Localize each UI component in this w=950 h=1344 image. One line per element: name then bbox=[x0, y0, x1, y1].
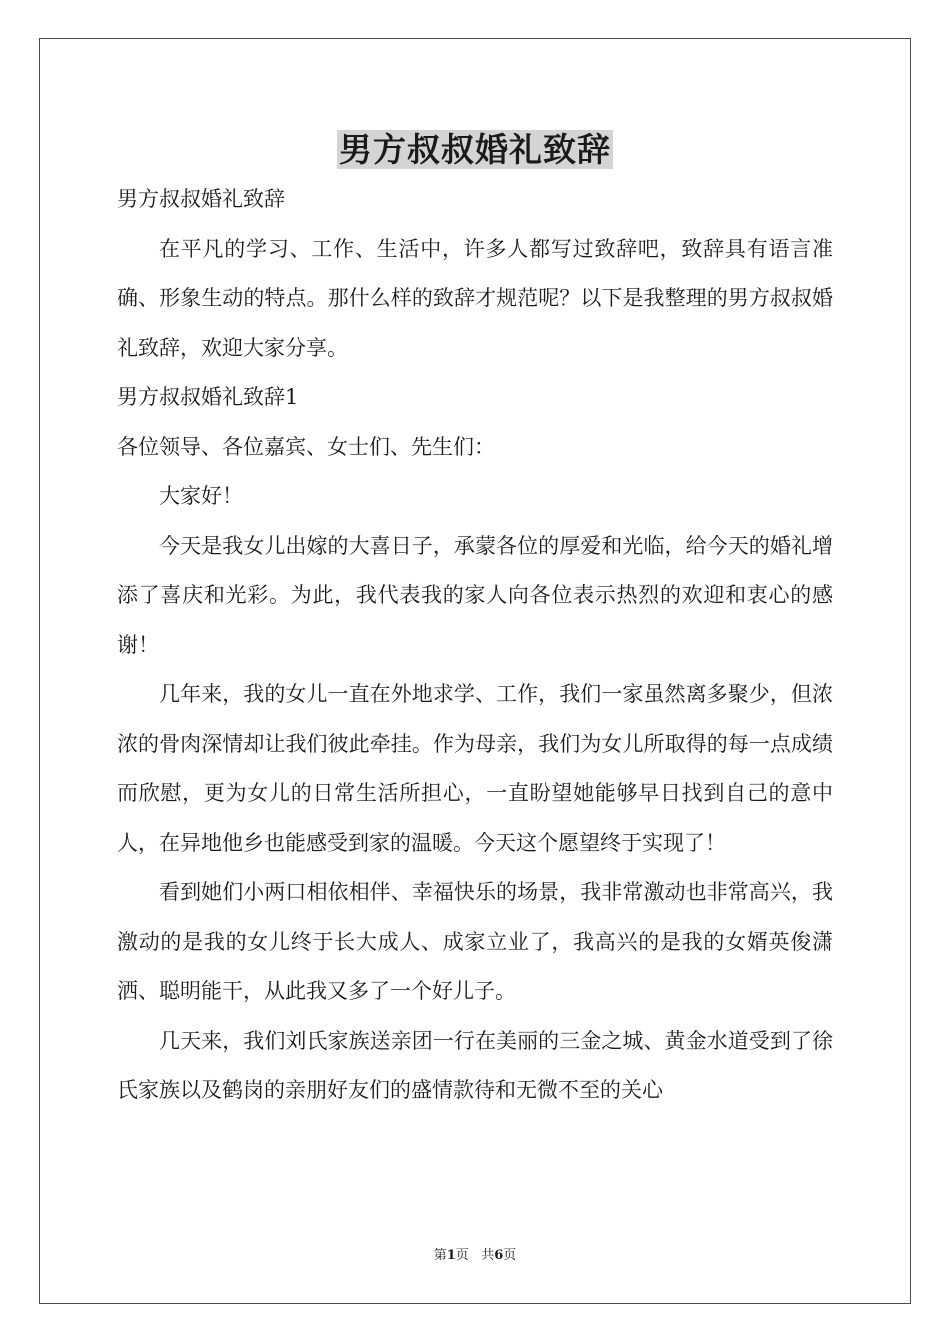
salutation: 各位领导、各位嘉宾、女士们、先生们： bbox=[117, 434, 495, 459]
document-subtitle: 男方叔叔婚礼致辞 bbox=[117, 187, 285, 211]
document-title bbox=[0, 126, 950, 174]
total-page-count: 6 bbox=[494, 1248, 504, 1263]
body-paragraph: 今天是我女儿出嫁的大喜日子，承蒙各位的厚爱和光临，给今天的婚礼增添了喜庆和光彩。为此，我代表我的家人向各位表示热烈的欢迎和衷心的感谢！ bbox=[117, 533, 833, 657]
intro-paragraph: 在平凡的学习、工作、生活中，许多人都写过致辞吧，致辞具有语言准确、形象生动的特点。那什么样的致辞才规范呢？以下是我整理的男方叔叔婚礼致辞，欢迎大家分享。 bbox=[117, 236, 833, 360]
body-paragraph: 看到她们小两口相依相伴、幸福快乐的场景，我非常激动也非常高兴，我激动的是我的女儿终于长大成人、成家立业了，我高兴的是我的女婿英俊潇洒、聪明能干，从此我又多了一个好儿子。 bbox=[117, 880, 833, 1003]
greeting: 大家好！ bbox=[159, 484, 243, 508]
section-heading: 男方叔叔婚礼致辞1 bbox=[117, 385, 299, 409]
body-paragraph: 几年来，我的女儿一直在外地求学、工作，我们一家虽然离多聚少，但浓浓的骨肉深情却让我们彼此牵挂。作为母亲，我们为女儿所取得的每一点成绩而欣慰，更为女儿的日常生活所担心，一直盼望她能够早日找到自己的意中人，在异地他乡也能感受到家的温暖。今天这个愿望终于实现了！ bbox=[117, 682, 833, 855]
current-page-number: 1 bbox=[446, 1248, 456, 1263]
document-title-text: 男方叔叔婚礼致辞 bbox=[339, 130, 611, 169]
document-body bbox=[117, 175, 833, 1116]
footer-page-suffix: 页 bbox=[455, 1248, 469, 1263]
footer-prefix: 第 bbox=[433, 1248, 447, 1263]
page-footer bbox=[0, 1247, 950, 1265]
footer-total-prefix: 共 bbox=[481, 1248, 495, 1263]
footer-total-suffix: 页 bbox=[503, 1248, 517, 1263]
body-paragraph: 几天来，我们刘氏家族送亲团一行在美丽的三金之城、黄金水道受到了徐氏家族以及鹤岗的亲朋好友们的盛情款待和无微不至的关心 bbox=[117, 1028, 833, 1102]
